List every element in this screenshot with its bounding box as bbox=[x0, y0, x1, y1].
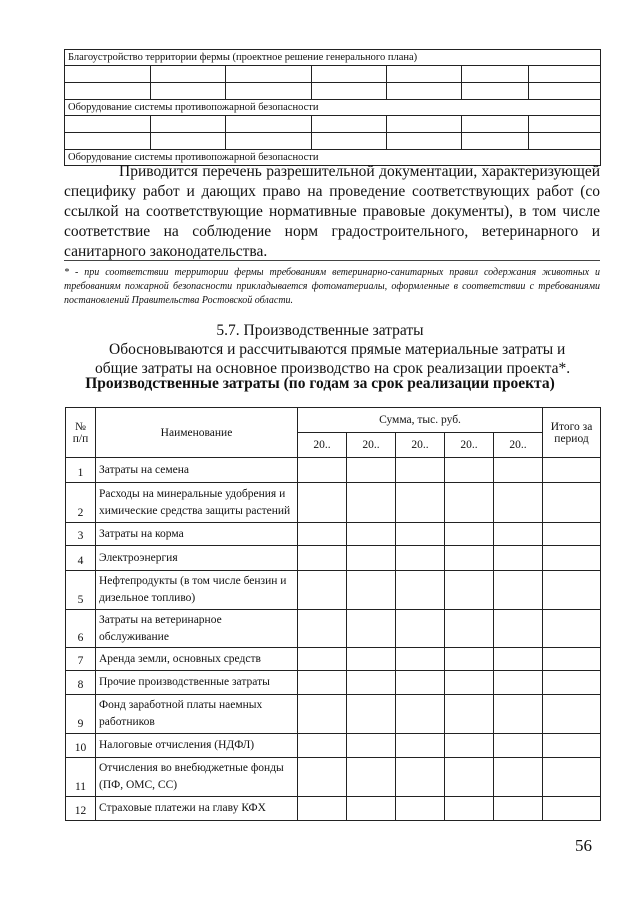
table-row bbox=[66, 648, 601, 671]
facility-row-label: Благоустройство территории фермы (проектное решение генерального плана) bbox=[65, 50, 601, 66]
row-num: 3 bbox=[66, 523, 96, 546]
facility-row-label: Оборудование системы противопожарной безопасности bbox=[65, 150, 601, 166]
table-row bbox=[66, 571, 601, 610]
header-num: № п/п bbox=[66, 408, 96, 458]
row-num: 4 bbox=[66, 546, 96, 571]
table-title: Производственные затраты (по годам за срок реализации проекта) bbox=[85, 375, 555, 392]
header-year: 20.. bbox=[347, 433, 396, 458]
table-header-row bbox=[66, 408, 601, 433]
header-year: 20.. bbox=[298, 433, 347, 458]
row-num: 6 bbox=[66, 610, 96, 648]
row-num: 11 bbox=[66, 758, 96, 797]
row-num: 2 bbox=[66, 483, 96, 523]
facility-row-label: Оборудование системы противопожарной безопасности bbox=[65, 100, 601, 116]
row-name: Затраты на ветеринарное обслуживание bbox=[96, 610, 298, 648]
section-title: 5.7. Производственные затраты bbox=[216, 322, 424, 339]
row-name: Прочие производственные затраты bbox=[96, 671, 298, 695]
table-row bbox=[66, 483, 601, 523]
table-row bbox=[66, 797, 601, 821]
table-row bbox=[66, 610, 601, 648]
table-row bbox=[66, 458, 601, 483]
row-name: Отчисления во внебюджетные фонды (ПФ, ОМС, СС) bbox=[96, 758, 298, 797]
facility-row-landscaping bbox=[65, 50, 601, 66]
footnote: * - при соответствии территории фермы требованиям ветеринарно-санитарных правил содержания животных и требованиям пожарной безопасности прикладывается фотоматериалы, оформленные в соответствии с требованиями постановлений Правительства Ростовской области. bbox=[64, 267, 600, 306]
row-name: Налоговые отчисления (НДФЛ) bbox=[96, 734, 298, 758]
table-row bbox=[66, 671, 601, 695]
facility-empty-row bbox=[65, 83, 601, 100]
table-row bbox=[66, 695, 601, 734]
row-name: Расходы на минеральные удобрения и химические средства защиты растений bbox=[96, 483, 298, 523]
facility-table bbox=[64, 49, 601, 166]
table-row bbox=[66, 734, 601, 758]
facility-empty-row bbox=[65, 66, 601, 83]
row-num: 10 bbox=[66, 734, 96, 758]
header-name: Наименование bbox=[96, 408, 298, 458]
facility-empty-row bbox=[65, 133, 601, 150]
table-row bbox=[66, 758, 601, 797]
page-number: 56 bbox=[575, 836, 592, 855]
row-num: 8 bbox=[66, 671, 96, 695]
facility-row-fire-safety bbox=[65, 100, 601, 116]
row-num: 9 bbox=[66, 695, 96, 734]
row-name: Нефтепродукты (в том числе бензин и дизельное топливо) bbox=[96, 571, 298, 610]
production-costs-table bbox=[65, 407, 601, 821]
row-name: Электроэнергия bbox=[96, 546, 298, 571]
permits-paragraph: Приводится перечень разрешительной документации, характеризующей специфику работ и дающих право на проведение соответствующих работ (со ссылкой на соответствующие нормативные правовые документы), в том числе соответствие на соблюдение норм градостроительного, ветеринарного и санитарного законодательства. bbox=[64, 163, 600, 260]
header-year: 20.. bbox=[445, 433, 494, 458]
table-row bbox=[66, 546, 601, 571]
row-num: 5 bbox=[66, 571, 96, 610]
header-total: Итого за период bbox=[543, 408, 601, 458]
row-num: 12 bbox=[66, 797, 96, 821]
row-name: Аренда земли, основных средств bbox=[96, 648, 298, 671]
facility-empty-row bbox=[65, 116, 601, 133]
table-row bbox=[66, 523, 601, 546]
header-year: 20.. bbox=[494, 433, 543, 458]
header-sum: Сумма, тыс. руб. bbox=[298, 408, 543, 433]
row-name: Затраты на семена bbox=[96, 458, 298, 483]
row-name: Фонд заработной платы наемных работников bbox=[96, 695, 298, 734]
section-intro: Обосновываются и рассчитываются прямые материальные затраты и общие затраты на основное производство на срок реализации проекта*. bbox=[95, 341, 571, 377]
row-num: 7 bbox=[66, 648, 96, 671]
row-num: 1 bbox=[66, 458, 96, 483]
row-name: Затраты на корма bbox=[96, 523, 298, 546]
row-name: Страховые платежи на главу КФХ bbox=[96, 797, 298, 821]
header-year: 20.. bbox=[396, 433, 445, 458]
footnote-divider bbox=[64, 260, 600, 261]
